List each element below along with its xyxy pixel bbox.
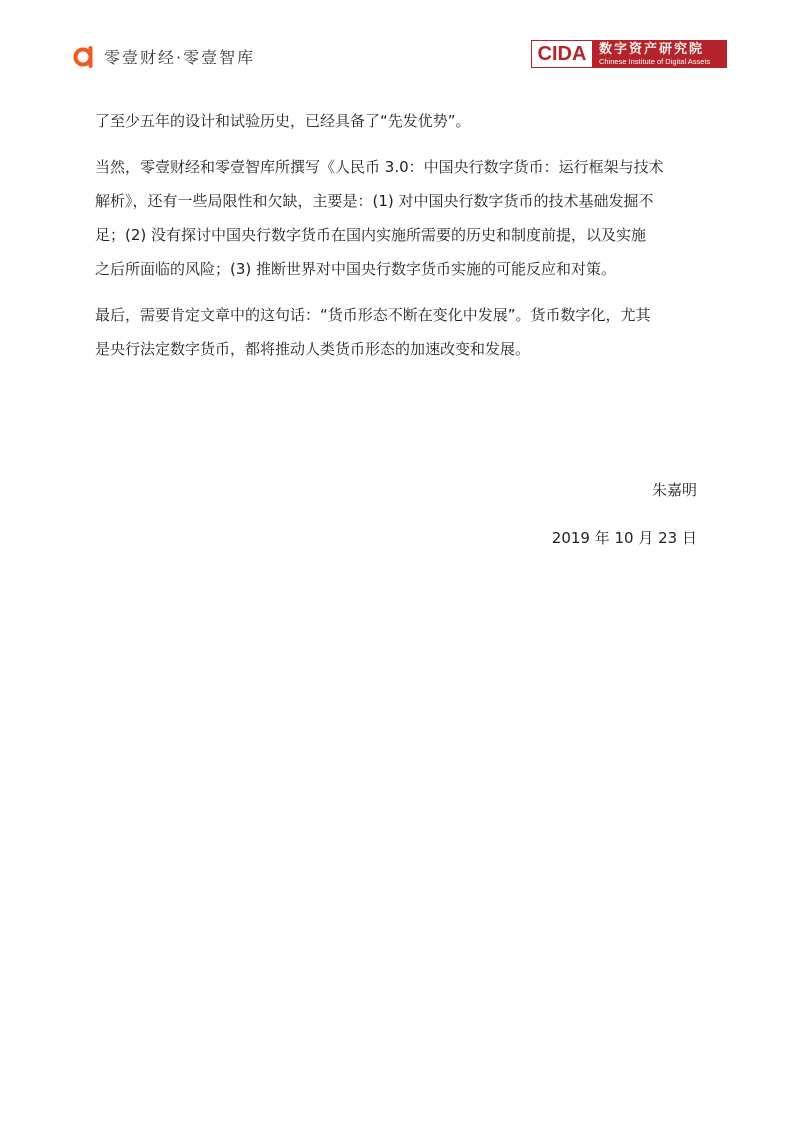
paragraph-line: 最后，需要肯定文章中的这句话：“货币形态不断在变化中发展”。货币数字化，尤其 [95,306,651,324]
document-body [95,104,699,378]
cida-logo-mark: CIDA [531,40,593,68]
cida-name-cn: 数字资产研究院 [599,42,705,57]
paragraph-line: 是央行法定数字货币，都将推动人类货币形态的加速改变和发展。 [95,340,531,358]
paragraph-1 [95,104,699,138]
signature-date: 2019 年 10 月 23 日 [551,529,697,547]
orange-a-logo-icon [72,44,96,68]
cida-name-en: Chinese Institute of Digital Assets [599,57,711,66]
brand-left [72,42,255,70]
paragraph-2 [95,150,699,286]
author-signature: 朱嘉明 [651,481,697,499]
paragraph-3 [95,298,699,366]
page-header [0,0,793,80]
paragraph-line: 解析》，还有一些局限性和欠缺，主要是：(1) 对中国央行数字货币的技术基础发掘不 [95,192,654,210]
cida-logo [531,40,727,68]
paragraph-line: 足；(2) 没有探讨中国央行数字货币在国内实施所需要的历史和制度前提，以及实施 [95,226,647,244]
paragraph-line: 了至少五年的设计和试验历史，已经具备了“先发优势”。 [95,112,471,130]
cida-name-block [593,40,727,68]
paragraph-line: 当然，零壹财经和零壹智库所撰写《人民币 3.0：中国央行数字货币：运行框架与技术 [95,158,664,176]
brand-left-text: 零壹财经·零壹智库 [104,47,256,67]
paragraph-line: 之后所面临的风险；(3) 推断世界对中国央行数字货币实施的可能反应和对策。 [95,260,617,278]
